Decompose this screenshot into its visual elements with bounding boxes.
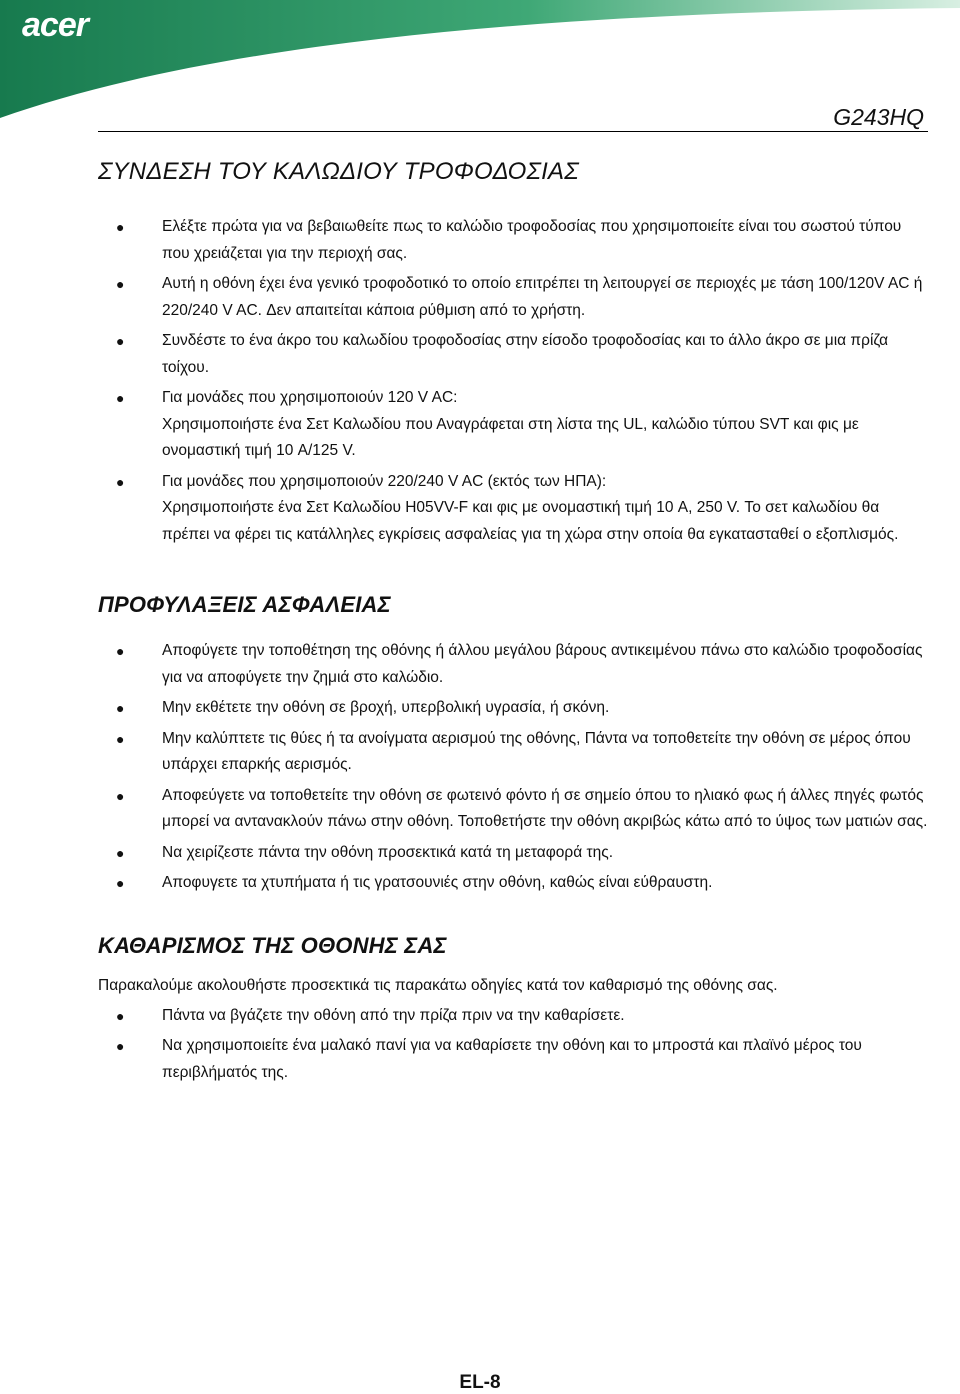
cleaning-section bbox=[98, 933, 928, 1087]
bullet-icon: ● bbox=[116, 787, 125, 804]
list-item: ● Συνδέστε το ένα άκρο του καλωδίου τροφοδοσίας στην είσοδο τροφοδοσίας και το άλλο άκρο σε μια πρίζα τοίχου. bbox=[116, 332, 889, 376]
bullet-icon: ● bbox=[116, 333, 125, 349]
list-item: ● Πάντα να βγάζετε την οθόνη από την πρίζα πριν να την καθαρίσετε. bbox=[116, 1006, 625, 1024]
list-item: ● Να χρησιμοποιείτε ένα μαλακό πανί για να καθαρίσετε την οθόνη και το μπροστά και πλαϊνό μέρος του περιβλήματός της. bbox=[116, 1037, 862, 1081]
list-item: ● Να χειρίζεστε πάντα την οθόνη προσεκτικά κατά τη μεταφορά της. bbox=[116, 843, 614, 861]
list-item: ● Αυτή η οθόνη έχει ένα γενικό τροφοδοτικό το οποίο επιτρέπει τη λειτουργεί σε περιοχές με τάση 100/120V AC ή 220/240 V AC. Δεν απαιτείται κάποια ρύθμιση από το χρήστη. bbox=[116, 275, 923, 319]
list-item: ● Ελέξτε πρώτα για να βεβαιωθείτε πως το καλώδιο τροφοδοσίας που χρησιμοποιείτε είναι του σωστού τύπου που χρειάζεται για την περιοχή σας. bbox=[116, 218, 902, 262]
power-cord-list bbox=[98, 214, 928, 548]
list-item: ● Αποφεύγετε να τοποθετείτε την οθόνη σε φωτεινό φόντο ή σε σημείο όπου το ηλιακό φως ή άλλες πηγές φωτός μπορεί να αντανακλούν πάνω στην οθόνη. Τοποθετήστε την οθόνη ακριβώς κάτω από το ύψος των ματιών σας. bbox=[116, 786, 928, 830]
acer-logo: acer bbox=[22, 6, 88, 44]
bullet-icon: ● bbox=[116, 643, 125, 659]
list-item: ● Για μονάδες που χρησιμοποιούν 120 V AC: Χρησιμοποιήστε ένα Σετ Καλωδίου που Αναγράφεται στη λίστα της UL, καλώδιο τύπου SVT και φις με ονομαστική τιμή 10 A/125 V. bbox=[116, 389, 859, 459]
cleaning-intro: Παρακαλούμε ακολουθήστε προσεκτικά τις παρακάτω οδηγίες κατά τον καθαρισμό της οθόνης σας. bbox=[98, 976, 778, 994]
safety-list bbox=[98, 638, 928, 897]
bullet-icon: ● bbox=[116, 844, 125, 861]
bullet-icon: ● bbox=[116, 1007, 125, 1024]
bullet-icon: ● bbox=[116, 276, 125, 292]
list-item: ● Μην καλύπτετε τις θύες ή τα ανοίγματα αερισμού της οθόνης, Πάντα να τοποθετείτε την οθόνη σε μέρος όπου υπάρχει επαρκής αερισμός. bbox=[116, 729, 911, 773]
list-item: ● Μην εκθέτετε την οθόνη σε βροχή, υπερβολική υγρασία, ή σκόνη. bbox=[116, 699, 610, 716]
section-title-power-cord: ΣΥΝΔΕΣΗ ΤΟΥ ΚΑΛΩΔΙΟΥ ΤΡΟΦΟΔΟΣΙΑΣ bbox=[98, 158, 579, 185]
page-number: EL-8 bbox=[459, 1372, 501, 1393]
section-title-safety: ΠΡΟΦΥΛΑΞΕΙΣ ΑΣΦΑΛΕΙΑΣ bbox=[98, 592, 391, 617]
section-title-cleaning: ΚΑΘΑΡΙΣΜΟΣ ΤΗΣ ΟΘΟΝΗΣ ΣΑΣ bbox=[98, 932, 447, 958]
header-rule bbox=[98, 131, 928, 132]
safety-section bbox=[98, 592, 928, 897]
list-item: ● Για μονάδες που χρησιμοποιούν 220/240 V AC (εκτός των ΗΠΑ): Χρησιμοποιήστε ένα Σετ Καλωδίου H05VV-F και φις με ονομαστική τιμή 10 A, 250 V. Το σετ καλωδίου θα πρέπει να φέρει τις κατάλληλες εγκρίσεις ασφαλείας για τη χώρα στην οποία θα εγκατασταθεί ο εξοπλισμός. bbox=[116, 472, 899, 543]
bullet-icon: ● bbox=[116, 390, 125, 406]
list-item: ● Αποφυγετε τα χτυπήματα ή τις γρατσουνιές στην οθόνη, καθώς είναι εύθραυστη. bbox=[116, 874, 713, 891]
list-item: ● Αποφύγετε την τοποθέτηση της οθόνης ή άλλου μεγάλου βάρους αντικειμένου πάνω στο καλώδιο τροφοδοσίας για να αποφύγετε την ζημιά στο καλώδιο. bbox=[116, 642, 923, 686]
cleaning-list bbox=[98, 1003, 928, 1087]
bullet-icon: ● bbox=[116, 1038, 125, 1054]
bullet-icon: ● bbox=[116, 219, 125, 235]
document-body bbox=[98, 158, 928, 1090]
bullet-icon: ● bbox=[116, 473, 125, 490]
bullet-icon: ● bbox=[116, 730, 125, 747]
model-code: G243HQ bbox=[833, 104, 924, 130]
brand-swoosh bbox=[0, 0, 960, 120]
bullet-icon: ● bbox=[116, 700, 125, 716]
bullet-icon: ● bbox=[116, 875, 125, 891]
power-cord-section bbox=[98, 158, 928, 548]
